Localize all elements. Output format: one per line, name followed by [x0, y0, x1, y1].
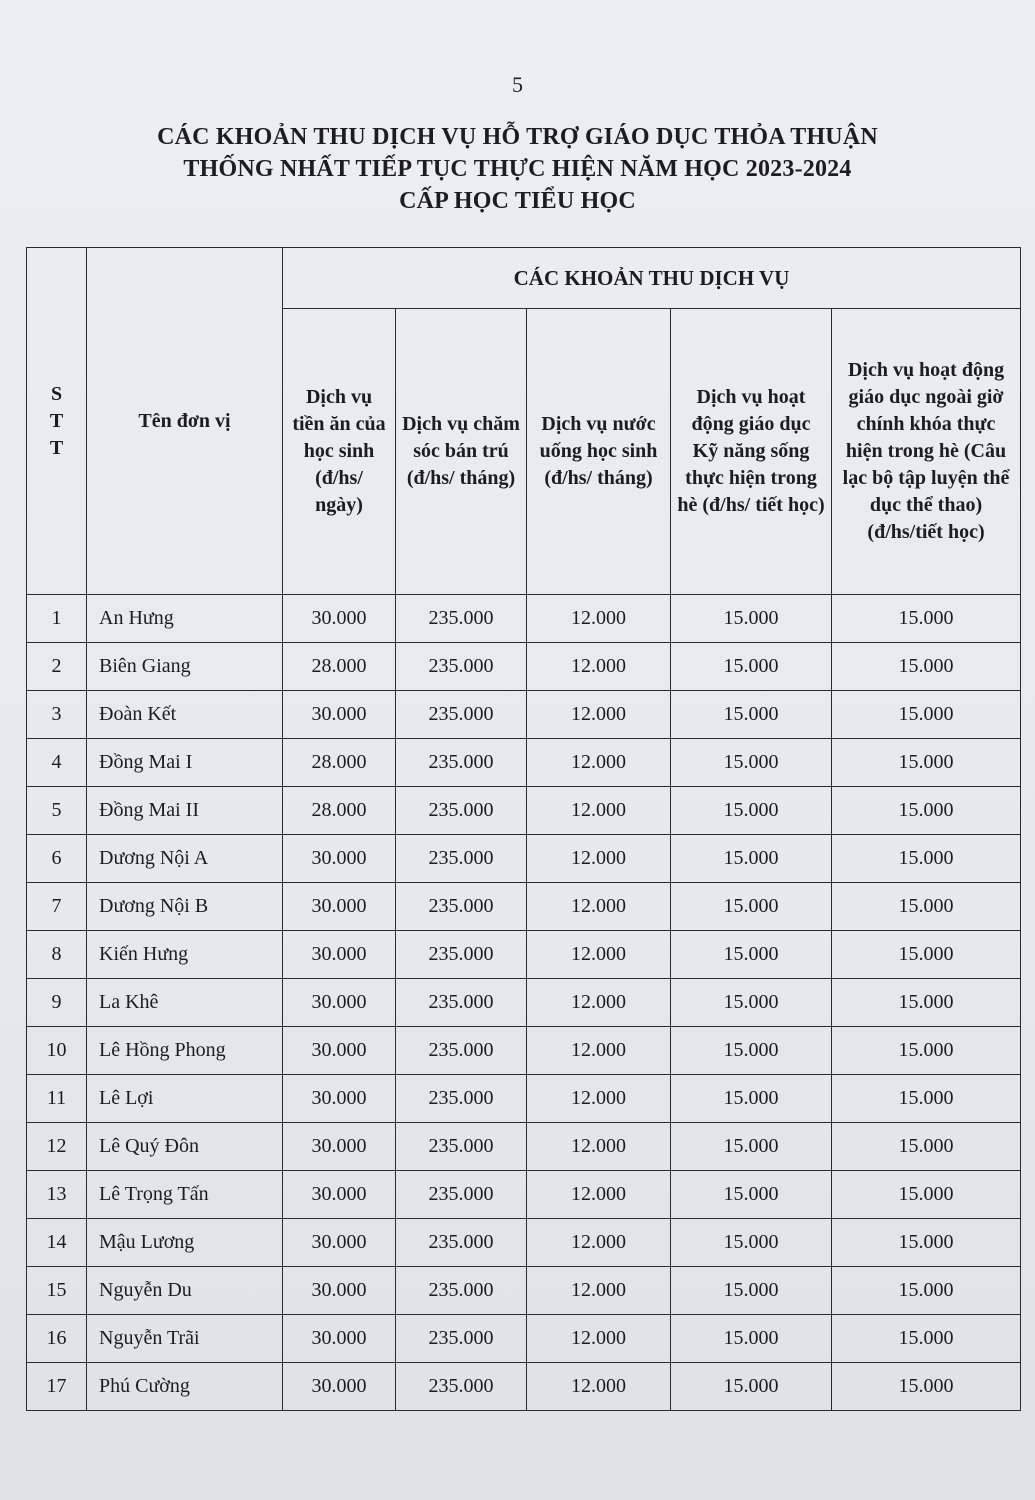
- row-club-fee: 15.000: [832, 931, 1021, 979]
- row-water-fee: 12.000: [527, 643, 671, 691]
- row-unit-name: Lê Trọng Tấn: [87, 1171, 283, 1219]
- row-club-fee: 15.000: [832, 1363, 1021, 1411]
- row-stt: 6: [27, 835, 87, 883]
- row-meal-fee: 30.000: [283, 595, 396, 643]
- row-unit-name: Đồng Mai II: [87, 787, 283, 835]
- row-skills-fee: 15.000: [671, 1363, 832, 1411]
- table-row: [27, 1171, 1021, 1219]
- table-row: [27, 1027, 1021, 1075]
- table-body: [27, 595, 1021, 1411]
- row-club-fee: 15.000: [832, 1027, 1021, 1075]
- row-stt: 12: [27, 1123, 87, 1171]
- header-stt: [27, 248, 87, 595]
- row-unit-name: Đoàn Kết: [87, 691, 283, 739]
- table-row: [27, 1363, 1021, 1411]
- row-unit-name: Dương Nội A: [87, 835, 283, 883]
- row-club-fee: 15.000: [832, 979, 1021, 1027]
- row-skills-fee: 15.000: [671, 691, 832, 739]
- row-stt: 17: [27, 1363, 87, 1411]
- table-row: [27, 1219, 1021, 1267]
- row-stt: 13: [27, 1171, 87, 1219]
- row-unit-name: Lê Quý Đôn: [87, 1123, 283, 1171]
- header-meal-service: Dịch vụ tiền ăn của học sinh (đ/hs/ ngày): [283, 309, 396, 595]
- row-stt: 16: [27, 1315, 87, 1363]
- header-boarding-care-service: Dịch vụ chăm sóc bán trú (đ/hs/ tháng): [396, 309, 527, 595]
- row-meal-fee: 30.000: [283, 979, 396, 1027]
- row-care-fee: 235.000: [396, 1315, 527, 1363]
- row-water-fee: 12.000: [527, 883, 671, 931]
- document-title-line-1: CÁC KHOẢN THU DỊCH VỤ HỖ TRỢ GIÁO DỤC THỎA THUẬN: [157, 124, 878, 150]
- row-club-fee: 15.000: [832, 1315, 1021, 1363]
- table-row: [27, 595, 1021, 643]
- row-meal-fee: 30.000: [283, 1219, 396, 1267]
- row-care-fee: 235.000: [396, 643, 527, 691]
- row-unit-name: Kiến Hưng: [87, 931, 283, 979]
- row-water-fee: 12.000: [527, 595, 671, 643]
- row-care-fee: 235.000: [396, 979, 527, 1027]
- row-water-fee: 12.000: [527, 787, 671, 835]
- row-stt: 2: [27, 643, 87, 691]
- table-row: [27, 835, 1021, 883]
- row-skills-fee: 15.000: [671, 1315, 832, 1363]
- row-water-fee: 12.000: [527, 1171, 671, 1219]
- row-unit-name: La Khê: [87, 979, 283, 1027]
- table-row: [27, 691, 1021, 739]
- row-water-fee: 12.000: [527, 1075, 671, 1123]
- row-care-fee: 235.000: [396, 1219, 527, 1267]
- row-unit-name: Mậu Lương: [87, 1219, 283, 1267]
- row-meal-fee: 28.000: [283, 643, 396, 691]
- row-skills-fee: 15.000: [671, 787, 832, 835]
- row-skills-fee: 15.000: [671, 835, 832, 883]
- row-water-fee: 12.000: [527, 1027, 671, 1075]
- row-skills-fee: 15.000: [671, 979, 832, 1027]
- row-skills-fee: 15.000: [671, 1267, 832, 1315]
- header-sports-club-service: Dịch vụ hoạt động giáo dục ngoài giờ chính khóa thực hiện trong hè (Câu lạc bộ tập luyện thể dục thể thao) (đ/hs/tiết học): [832, 309, 1021, 595]
- row-skills-fee: 15.000: [671, 1075, 832, 1123]
- row-meal-fee: 30.000: [283, 1363, 396, 1411]
- row-water-fee: 12.000: [527, 1219, 671, 1267]
- row-care-fee: 235.000: [396, 1363, 527, 1411]
- row-stt: 9: [27, 979, 87, 1027]
- row-club-fee: 15.000: [832, 1219, 1021, 1267]
- header-stt-label: S T T: [49, 382, 64, 459]
- row-stt: 10: [27, 1027, 87, 1075]
- header-life-skills-service: Dịch vụ hoạt động giáo dục Kỹ năng sống thực hiện trong hè (đ/hs/ tiết học): [671, 309, 832, 595]
- row-water-fee: 12.000: [527, 1123, 671, 1171]
- table-row: [27, 643, 1021, 691]
- row-club-fee: 15.000: [832, 1123, 1021, 1171]
- row-care-fee: 235.000: [396, 787, 527, 835]
- table-row: [27, 931, 1021, 979]
- row-skills-fee: 15.000: [671, 643, 832, 691]
- table-row: [27, 739, 1021, 787]
- row-skills-fee: 15.000: [671, 1027, 832, 1075]
- row-care-fee: 235.000: [396, 931, 527, 979]
- row-unit-name: Nguyễn Du: [87, 1267, 283, 1315]
- document-title-line-3: CẤP HỌC TIỂU HỌC: [399, 188, 636, 214]
- row-club-fee: 15.000: [832, 787, 1021, 835]
- row-care-fee: 235.000: [396, 835, 527, 883]
- table-row: [27, 883, 1021, 931]
- row-water-fee: 12.000: [527, 691, 671, 739]
- row-club-fee: 15.000: [832, 691, 1021, 739]
- row-club-fee: 15.000: [832, 1171, 1021, 1219]
- table-row: [27, 1123, 1021, 1171]
- row-meal-fee: 30.000: [283, 883, 396, 931]
- row-stt: 8: [27, 931, 87, 979]
- table-row: [27, 979, 1021, 1027]
- row-club-fee: 15.000: [832, 835, 1021, 883]
- row-unit-name: Dương Nội B: [87, 883, 283, 931]
- row-meal-fee: 30.000: [283, 1075, 396, 1123]
- row-meal-fee: 30.000: [283, 835, 396, 883]
- row-meal-fee: 28.000: [283, 739, 396, 787]
- row-unit-name: Nguyễn Trãi: [87, 1315, 283, 1363]
- row-stt: 15: [27, 1267, 87, 1315]
- header-drinking-water-service: Dịch vụ nước uống học sinh (đ/hs/ tháng): [527, 309, 671, 595]
- row-club-fee: 15.000: [832, 1267, 1021, 1315]
- row-skills-fee: 15.000: [671, 931, 832, 979]
- row-water-fee: 12.000: [527, 1363, 671, 1411]
- row-skills-fee: 15.000: [671, 883, 832, 931]
- row-care-fee: 235.000: [396, 691, 527, 739]
- row-meal-fee: 30.000: [283, 1267, 396, 1315]
- row-stt: 4: [27, 739, 87, 787]
- service-fees-table: [26, 247, 1021, 1411]
- row-unit-name: Lê Hồng Phong: [87, 1027, 283, 1075]
- header-unit-name: Tên đơn vị: [87, 248, 283, 595]
- row-skills-fee: 15.000: [671, 1171, 832, 1219]
- row-meal-fee: 30.000: [283, 691, 396, 739]
- row-club-fee: 15.000: [832, 739, 1021, 787]
- table-row: [27, 1315, 1021, 1363]
- row-care-fee: 235.000: [396, 739, 527, 787]
- row-water-fee: 12.000: [527, 931, 671, 979]
- row-skills-fee: 15.000: [671, 595, 832, 643]
- row-meal-fee: 30.000: [283, 1123, 396, 1171]
- row-meal-fee: 30.000: [283, 1027, 396, 1075]
- row-water-fee: 12.000: [527, 1315, 671, 1363]
- row-stt: 7: [27, 883, 87, 931]
- row-care-fee: 235.000: [396, 883, 527, 931]
- row-stt: 1: [27, 595, 87, 643]
- row-unit-name: Phú Cường: [87, 1363, 283, 1411]
- row-skills-fee: 15.000: [671, 1219, 832, 1267]
- row-stt: 5: [27, 787, 87, 835]
- row-care-fee: 235.000: [396, 1171, 527, 1219]
- row-skills-fee: 15.000: [671, 1123, 832, 1171]
- table-row: [27, 787, 1021, 835]
- row-meal-fee: 28.000: [283, 787, 396, 835]
- row-meal-fee: 30.000: [283, 1315, 396, 1363]
- row-water-fee: 12.000: [527, 1267, 671, 1315]
- row-water-fee: 12.000: [527, 835, 671, 883]
- row-care-fee: 235.000: [396, 1123, 527, 1171]
- row-meal-fee: 30.000: [283, 931, 396, 979]
- row-care-fee: 235.000: [396, 1027, 527, 1075]
- row-stt: 14: [27, 1219, 87, 1267]
- row-club-fee: 15.000: [832, 1075, 1021, 1123]
- row-unit-name: Biên Giang: [87, 643, 283, 691]
- row-care-fee: 235.000: [396, 1075, 527, 1123]
- row-unit-name: Đồng Mai I: [87, 739, 283, 787]
- row-club-fee: 15.000: [832, 643, 1021, 691]
- row-water-fee: 12.000: [527, 739, 671, 787]
- row-water-fee: 12.000: [527, 979, 671, 1027]
- row-unit-name: An Hưng: [87, 595, 283, 643]
- row-unit-name: Lê Lợi: [87, 1075, 283, 1123]
- row-meal-fee: 30.000: [283, 1171, 396, 1219]
- row-club-fee: 15.000: [832, 883, 1021, 931]
- table-row: [27, 1267, 1021, 1315]
- row-skills-fee: 15.000: [671, 739, 832, 787]
- row-stt: 3: [27, 691, 87, 739]
- header-service-group: CÁC KHOẢN THU DỊCH VỤ: [283, 248, 1021, 309]
- document-title-line-2: THỐNG NHẤT TIẾP TỤC THỰC HIỆN NĂM HỌC 2023-2024: [183, 156, 852, 182]
- row-club-fee: 15.000: [832, 595, 1021, 643]
- page-number: 5: [512, 72, 523, 97]
- row-stt: 11: [27, 1075, 87, 1123]
- row-care-fee: 235.000: [396, 1267, 527, 1315]
- row-care-fee: 235.000: [396, 595, 527, 643]
- table-row: [27, 1075, 1021, 1123]
